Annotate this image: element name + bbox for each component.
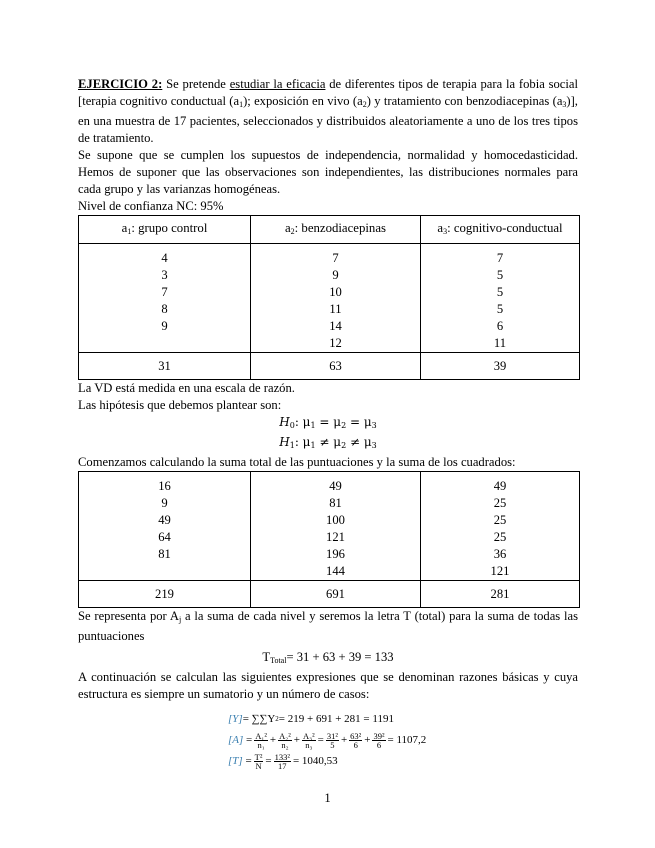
cell-value: 9 (332, 268, 339, 282)
cell-value: 3 (161, 268, 168, 282)
header-benzodiacepinas: $a_2$: benzodiacepinas (251, 216, 421, 244)
null-hypothesis: $H_0$: $\mu_1 = \mu_2 = \mu_3$ (279, 415, 377, 430)
page-number: 1 (324, 791, 331, 805)
exercise-label: EJERCICIO 2: (78, 77, 163, 91)
cell-value: 100 (326, 513, 345, 527)
values-column (421, 244, 580, 353)
vd-scale-text: La VD está medida en una escala de razón. (78, 381, 295, 395)
cell-value: 5 (496, 302, 504, 316)
cell-value: 64 (158, 530, 171, 544)
cell-value: 81 (329, 496, 342, 510)
assumptions-paragraph: Se supone que se cumplen los supuestos de independencia, normalidad y homocedasticidad. Hemos de suponer que las observaciones son independientes, las distribuciones normales para cada grupo y las varianzas homogéneas. (78, 148, 578, 196)
header-cognitivo-conductual: $a_3$: cognitivo-conductual (421, 216, 580, 244)
squares-column (421, 472, 580, 581)
values-column (79, 244, 251, 353)
cell-value: 196 (326, 547, 345, 561)
formula-t: [T] = $\frac{\text{T²}}{N}$ = $\frac{\text{133²}}{17}$ = 1040,53 (228, 751, 338, 771)
cell-value: 10 (329, 285, 342, 299)
cell-value: 9 (161, 319, 168, 333)
table-totals-row (79, 353, 580, 380)
data-table (78, 215, 580, 380)
squares-intro: Comenzamos calculando la suma total de las puntuaciones y la suma de los cuadrados: (78, 455, 516, 469)
cell-value: 49 (493, 479, 507, 493)
hypothesis-intro: Las hipótesis que debemos plantear son: (78, 398, 282, 412)
cell-value: 36 (493, 547, 507, 561)
cell-value: 7 (161, 285, 168, 299)
cell-value: 11 (329, 302, 342, 316)
header-group-control: $a_1$: grupo control (79, 216, 251, 244)
cell-value: 25 (493, 496, 507, 510)
cell-value: 4 (161, 251, 168, 265)
confidence-level: Nivel de confianza NC: 95% (78, 199, 224, 213)
represent-paragraph: Se representa por $A_j$ a la suma de cada nivel y seremos la letra T (total) para la suma de todas las puntuaciones (78, 609, 578, 643)
cell-value: 9 (161, 496, 168, 510)
exercise-statement: EJERCICIO 2: Se pretende estudiar la eficacia de diferentes tipos de terapia para la fobia social [terapia cognitivo conductual $(a_1)$; exposición en vivo $(a_2)$ y tratamiento con benzodiacepinas $(a_3)$], en una muestra de 17 pacientes, seleccionados y distribuidos aleatoriamente a uno de los tres tipos de tratamiento. (78, 77, 578, 145)
total-cell: 219 (79, 581, 251, 608)
cell-value: 49 (329, 479, 342, 493)
table-totals-row (79, 581, 580, 608)
cell-value: 12 (329, 336, 342, 350)
cell-value: 121 (326, 530, 345, 544)
cell-value: 5 (496, 268, 504, 282)
squares-column (79, 472, 251, 581)
cell-value: 7 (496, 251, 504, 265)
cell-value: 49 (158, 513, 171, 527)
alternative-hypothesis: $H_1$: $\mu_1 \ne \mu_2 \ne \mu_3$ (279, 435, 377, 450)
total-cell: 691 (251, 581, 421, 608)
cell-value: 7 (332, 251, 339, 265)
total-cell: 281 (421, 581, 580, 608)
total-sum-line: $T_{Total}= 31 + 63 + 39 = 133$ (262, 650, 394, 665)
underlined-phrase: estudiar la eficacia (229, 77, 326, 91)
total-cell: 31 (79, 353, 251, 380)
cell-value: 25 (493, 513, 507, 527)
table-values-row (79, 472, 580, 581)
squares-table (78, 471, 580, 608)
cell-value: 5 (496, 285, 504, 299)
cell-value: 14 (329, 319, 342, 333)
document-page (78, 76, 578, 772)
cell-value: 6 (496, 319, 504, 333)
formula-y: [Y] = ∑∑Y 2 = 219 + 691 + 281 = 1191 (228, 713, 394, 725)
total-cell: 63 (251, 353, 421, 380)
table-values-row (79, 244, 580, 353)
formula-a: [A] = $\frac{\text{A₁²}}{\text{n₁}}$ + $\frac{\text{A₂²}}{\text{n₂}}$ + $\frac{\text{A₃²}}{\text{n₃}}$ = $\frac{\text{31²}}{5}$ + $\frac{\text{63²}}{6}$ + $\frac{\text{39²}}{6}$ = 1107,2 (228, 730, 427, 750)
cell-value: 16 (158, 479, 171, 493)
cell-value: 144 (326, 564, 345, 578)
values-column (251, 244, 421, 353)
table-header-row (79, 216, 580, 244)
basic-ratios-formulas (228, 709, 578, 772)
cell-value: 25 (493, 530, 507, 544)
cell-value: 121 (490, 564, 510, 578)
cell-value: 8 (161, 302, 168, 316)
cell-value: 11 (493, 336, 507, 350)
total-cell: 39 (421, 353, 580, 380)
squares-column (251, 472, 421, 581)
basic-ratios-intro: A continuación se calculan las siguientes expresiones que se denominan razones básicas y cuya estructura es siempre un sumatorio y un número de casos: (78, 670, 578, 701)
cell-value: 81 (158, 547, 171, 561)
